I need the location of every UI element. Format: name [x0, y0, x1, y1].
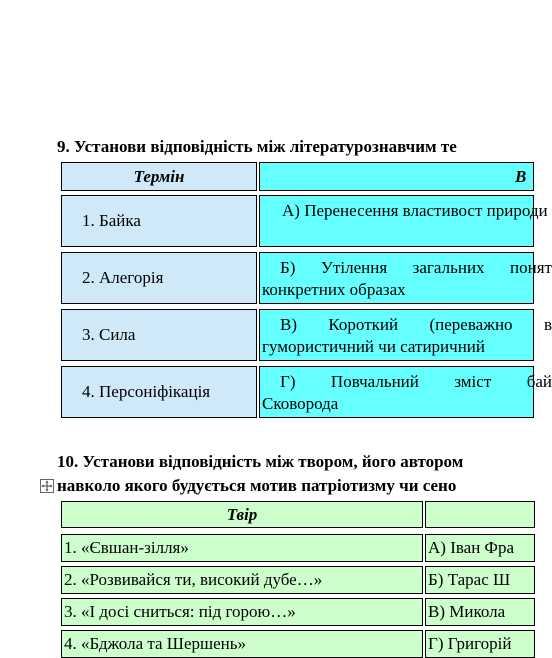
task9-def-4-text: Г) Повчальний зміст бай Сковорода [262, 372, 552, 413]
task9-term-1: 1. Байка [61, 195, 257, 247]
task9-def-2 [259, 252, 552, 304]
task9-def-1-text: А) Перенесення властивост природи [282, 201, 548, 220]
task9-def-1 [259, 195, 548, 247]
task10-work-4: 4. «Бджола та Шершень» [61, 630, 423, 658]
task9-header-definition: В [259, 162, 534, 191]
task10-author-1: А) Іван Фра [425, 534, 535, 562]
task9-term-3: 3. Сила [61, 309, 257, 361]
task9-term-4: 4. Персоніфікація [61, 366, 257, 418]
task10-header-work: Твір [61, 501, 423, 528]
move-handle-icon[interactable] [40, 479, 54, 493]
task10-work-2: 2. «Розвивайся ти, високий дубе…» [61, 566, 423, 594]
task9-def-3 [259, 309, 552, 361]
task9-term-2: 2. Алегорія [61, 252, 257, 304]
task9-header-term: Термін [61, 162, 257, 191]
task10-author-4: Г) Григорій [425, 630, 535, 658]
task10-work-3: 3. «І досі сниться: під горою…» [61, 598, 423, 626]
task10-heading-line1: 10. Установи відповідність між твором, його автором [57, 452, 464, 471]
task10-work-1: 1. «Євшан-зілля» [61, 534, 423, 562]
task10-author-3: В) Микола [425, 598, 535, 626]
task9-def-3-text: В) Короткий (переважно в гумористичний чи сатиричний [262, 315, 552, 356]
task10-header-author [425, 501, 535, 528]
task10-author-2: Б) Тарас Ш [425, 566, 535, 594]
task9-heading: 9. Установи відповідність між літературознавчим те [57, 137, 457, 156]
task10-heading-line2: навколо якого будується мотив патріотизму чи сено [57, 476, 457, 495]
task9-def-2-text: Б) Утілення загальних понят конкретних образах [262, 258, 552, 299]
task9-def-4 [259, 366, 552, 418]
